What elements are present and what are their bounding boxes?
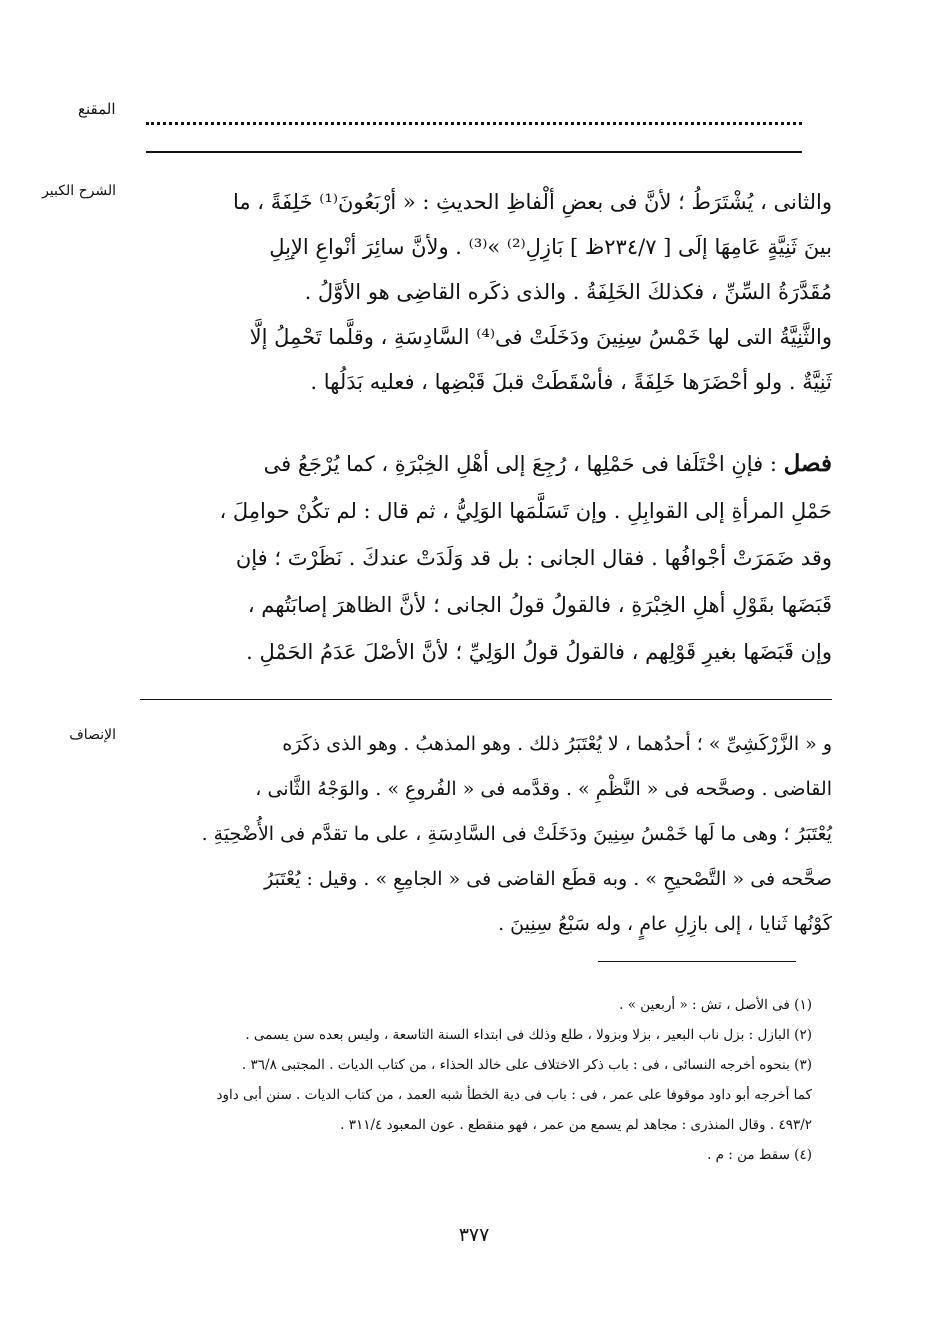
- sharh-line: والثَّنِيَّةُ التى لها خَمْسُ سِنِينَ ودَخَلَتْ فى⁽⁴⁾ السَّادِسَةِ ، وقلَّما تَحْمِلُ إلَّا: [249, 325, 832, 349]
- footnotes: [140, 990, 812, 1170]
- insaf-section: [140, 722, 832, 947]
- footnote: (٤) سقط من : م .: [707, 1147, 812, 1163]
- footnote: (٣) بنحوه أخرجه النسائى ، فى : باب ذكر الاختلاف على خالد الحذاء ، من كتاب الديات . المجتبى ٣٦/٨ .: [241, 1057, 812, 1073]
- fasl-first-line: [140, 440, 832, 488]
- fasl-line: وإن قَبَضَها بغيرِ قَوْلِهم ، فالقولُ قولُ الوَلِيِّ ؛ لأنَّ الأصْلَ عَدَمُ الحَمْلِ .: [246, 640, 832, 664]
- side-label-insaf: الإنصاف: [69, 727, 116, 743]
- footnote: كما أخرجه أبو داود موقوفا على عمر ، فى : باب فى دية الخطأ شبه العمد ، من كتاب الديات . سنن أبى داود: [216, 1087, 812, 1103]
- page-number: ٣٧٧: [458, 1224, 490, 1246]
- header-dotted-leader: [146, 122, 802, 125]
- sharh-line: ثَنِيَّةٌ . ولو أحْضَرَها خَلِفَةً ، فأسْقَطَتْ قبلَ قَبْضِها ، فعليه بَدَلُها .: [310, 370, 832, 394]
- fasl-line: حَمْلِ المرأةِ إلى القوابِلِ . وإن تَسَلَّمَها الوَلِيُّ ، ثم قال : لم تكُنْ حوامِلَ ،: [219, 499, 832, 523]
- section-divider: [140, 699, 832, 700]
- fasl-first-line-text: : فإنِ اخْتَلَفا فى حَمْلِها ، رُجِعَ إلى أهْلِ الخِبْرَةِ ، كما يُرْجَعُ فى: [263, 452, 784, 476]
- insaf-line: يُعْتَبَرُ ؛ وهى ما لَها خَمْسُ سِنِينَ ودَخَلَتْ فى السَّادِسَةِ ، على ما تقدَّم فى الأُضْحِيَةِ .: [201, 823, 832, 845]
- insaf-line: صحَّحه فى « التَّصْحيحِ » . وبه قطَع القاضى فى « الجامِعِ » . وقيل : يُعْتَبَرُ: [264, 868, 832, 890]
- insaf-line: القاضى . وصحَّحه فى « النَّظْمِ » . وقدَّمه فى « الفُروعِ » . والوَجْهُ الثَّانى ،: [255, 778, 832, 800]
- footnote: (٢) البازل : بزل ناب البعير ، بزلا وبزولا ، طلع وذلك فى ابتداء السنة التاسعة ، وليس بعده سن يسمى .: [245, 1027, 812, 1043]
- fasl-section: [140, 440, 832, 676]
- side-label-sharh: الشرح الكبير: [42, 183, 116, 199]
- footnote-divider: [598, 961, 796, 962]
- footnote: ٤٩٣/٢ . وقال المنذرى : مجاهد لم يسمع من عمر ، فهو منقطع . عون المعبود ٣١١/٤ .: [340, 1117, 812, 1133]
- insaf-line: كَوْنُها ثَنايا ، إلى بازِلِ عامٍ ، وله سَبْعُ سِنِينَ .: [498, 913, 832, 935]
- fasl-line: وقد ضَمَرَتْ أجْوافُها . فقال الجانى : بل قد وَلَدَتْ عندكَ . نَظَرْتَ ؛ فإن: [235, 546, 832, 570]
- sharh-section: [140, 180, 832, 405]
- sharh-line: والثانى ، يُشْتَرَطُ ؛ لأنَّ فى بعضِ ألْفاظِ الحديثِ : « أرْبَعُونَ⁽¹⁾ خَلِفَةً ، ما: [232, 190, 832, 214]
- sharh-line: بينَ ثَنِيَّةٍ عَامِهَا إلَى [ ٢٣٤/٧ظ ] بَازِلِ⁽²⁾ »⁽³⁾ . ولأنَّ سائِرَ أنْواعِ الإبِلِ: [269, 235, 832, 259]
- book-title: المقنع: [78, 100, 116, 118]
- header-rule: [146, 151, 802, 153]
- sharh-line: مُقَدَّرَةُ السِّنِّ ، فكذلكَ الخَلِفَةُ . والذى ذكَره القاضِى هو الأوَّلُ .: [304, 280, 832, 304]
- fasl-line: قَبَضَها بقَوْلِ أهلِ الخِبْرَةِ ، فالقولُ قولُ الجانى ؛ لأنَّ الظاهرَ إصابَتُهم ،: [247, 593, 832, 617]
- fasl-heading: فصل: [783, 450, 832, 477]
- footnote: (١) فى الأصل ، تش : « أربعين » .: [619, 997, 812, 1013]
- insaf-line: و « الزَّرْكَشِىِّ » ؛ أحدُهما ، لا يُعْتَبَرُ ذلك . وهو المذهبُ . وهو الذى ذكَرَه: [282, 733, 832, 755]
